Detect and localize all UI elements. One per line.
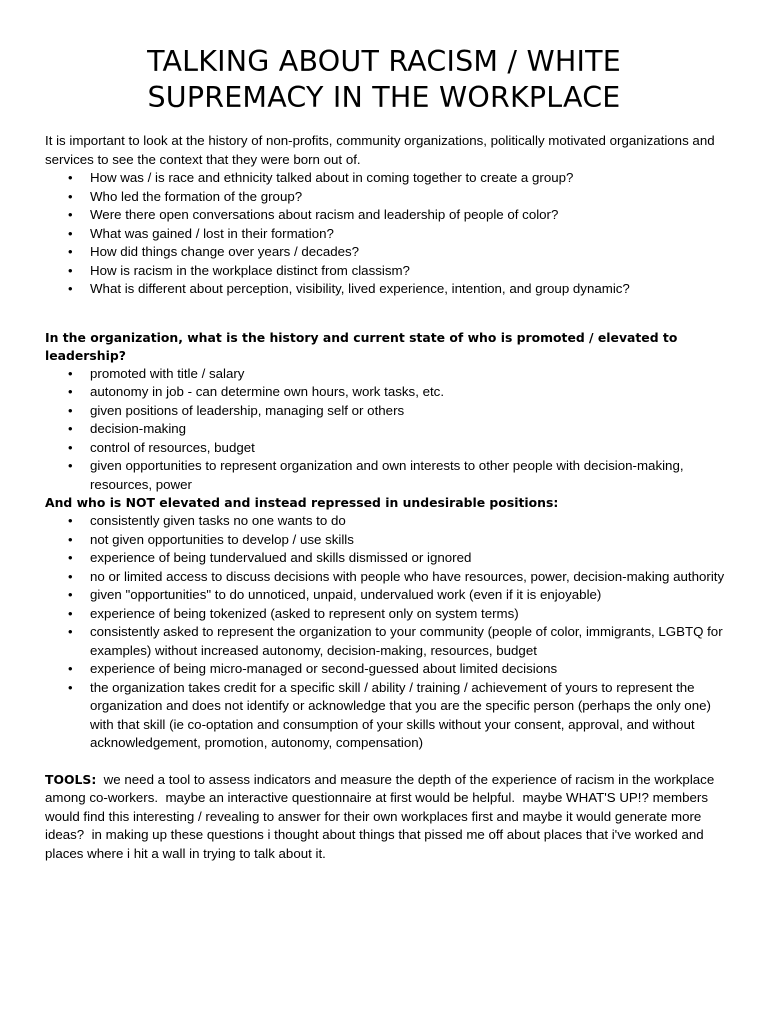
intro-question-list <box>45 169 725 299</box>
list-item: • not given opportunities to develop / use skills <box>45 531 725 550</box>
list-item: • experience of being tundervalued and skills dismissed or ignored <box>45 549 725 568</box>
list-item: • autonomy in job - can determine own hours, work tasks, etc. <box>45 383 725 402</box>
list-item: • given "opportunities" to do unnoticed, unpaid, undervalued work (even if it is enjoyable) <box>45 586 725 605</box>
list-item: • consistently given tasks no one wants to do <box>45 512 725 531</box>
list-item: • decision-making <box>45 420 725 439</box>
list-item: • given opportunities to represent organization and own interests to other people with decision-making, resources, power <box>45 457 725 494</box>
tools-text: we need a tool to assess indicators and measure the depth of the experience of racism in the workplace among co-workers. maybe an interactive questionnaire at first would be helpful. maybe WHAT'S UP!? members would find this interesting / revealing to answer for their own workplaces first and maybe it would generate more ideas? in making up these questions i thought about things that pissed me off about places that i've worked and places where i hit a wall in trying to talk about it. <box>45 771 718 861</box>
list-item: • control of resources, budget <box>45 439 725 458</box>
list-item: • given positions of leadership, managing self or others <box>45 402 725 421</box>
repressed-list <box>45 512 725 753</box>
list-item: • Were there open conversations about racism and leadership of people of color? <box>45 206 725 225</box>
promoted-heading: In the organization, what is the history and current state of who is promoted / elevated to leadership? <box>45 329 678 363</box>
tools-paragraph <box>45 771 725 864</box>
page-title-line-1: TALKING ABOUT RACISM / WHITE <box>147 45 621 78</box>
repressed-heading: And who is NOT elevated and instead repressed in undesirable positions: <box>45 495 559 510</box>
list-item: • experience of being tokenized (asked to represent only on system terms) <box>45 605 725 624</box>
tools-label: TOOLS: <box>45 771 97 787</box>
list-item: • experience of being micro-managed or second-guessed about limited decisions <box>45 660 725 679</box>
list-item: • How was / is race and ethnicity talked about in coming together to create a group? <box>45 169 725 188</box>
list-item: • What was gained / lost in their formation? <box>45 225 725 244</box>
promoted-list <box>45 365 725 495</box>
list-item: • promoted with title / salary <box>45 365 725 384</box>
list-item: • the organization takes credit for a specific skill / ability / training / achievement of yours to represent the organization and does not identify or acknowledge that you are the specific person (perhaps the only one) with that skill (ie co-optation and consumption of your skills without your consent, approval, and without acknowledgement, promotion, autonomy, compensation) <box>45 679 725 753</box>
section-spacer <box>45 299 725 329</box>
section-spacer <box>45 753 725 771</box>
list-item: • What is different about perception, visibility, lived experience, intention, and group dynamic? <box>45 280 725 299</box>
list-item: • How did things change over years / decades? <box>45 243 725 262</box>
document-body <box>45 132 725 863</box>
list-item: • How is racism in the workplace distinct from classism? <box>45 262 725 281</box>
list-item: • consistently asked to represent the organization to your community (people of color, immigrants, LGBTQ for examples) without increased autonomy, decision-making, resources, budget <box>45 623 725 660</box>
list-item: • Who led the formation of the group? <box>45 188 725 207</box>
page-title <box>0 44 768 116</box>
list-item: • no or limited access to discuss decisions with people who have resources, power, decision-making authority <box>45 568 725 587</box>
intro-paragraph: It is important to look at the history of non-profits, community organizations, politically motivated organizations and services to see the context that they were born out of. <box>45 133 715 167</box>
page-title-line-2: SUPREMACY IN THE WORKPLACE <box>147 81 621 114</box>
